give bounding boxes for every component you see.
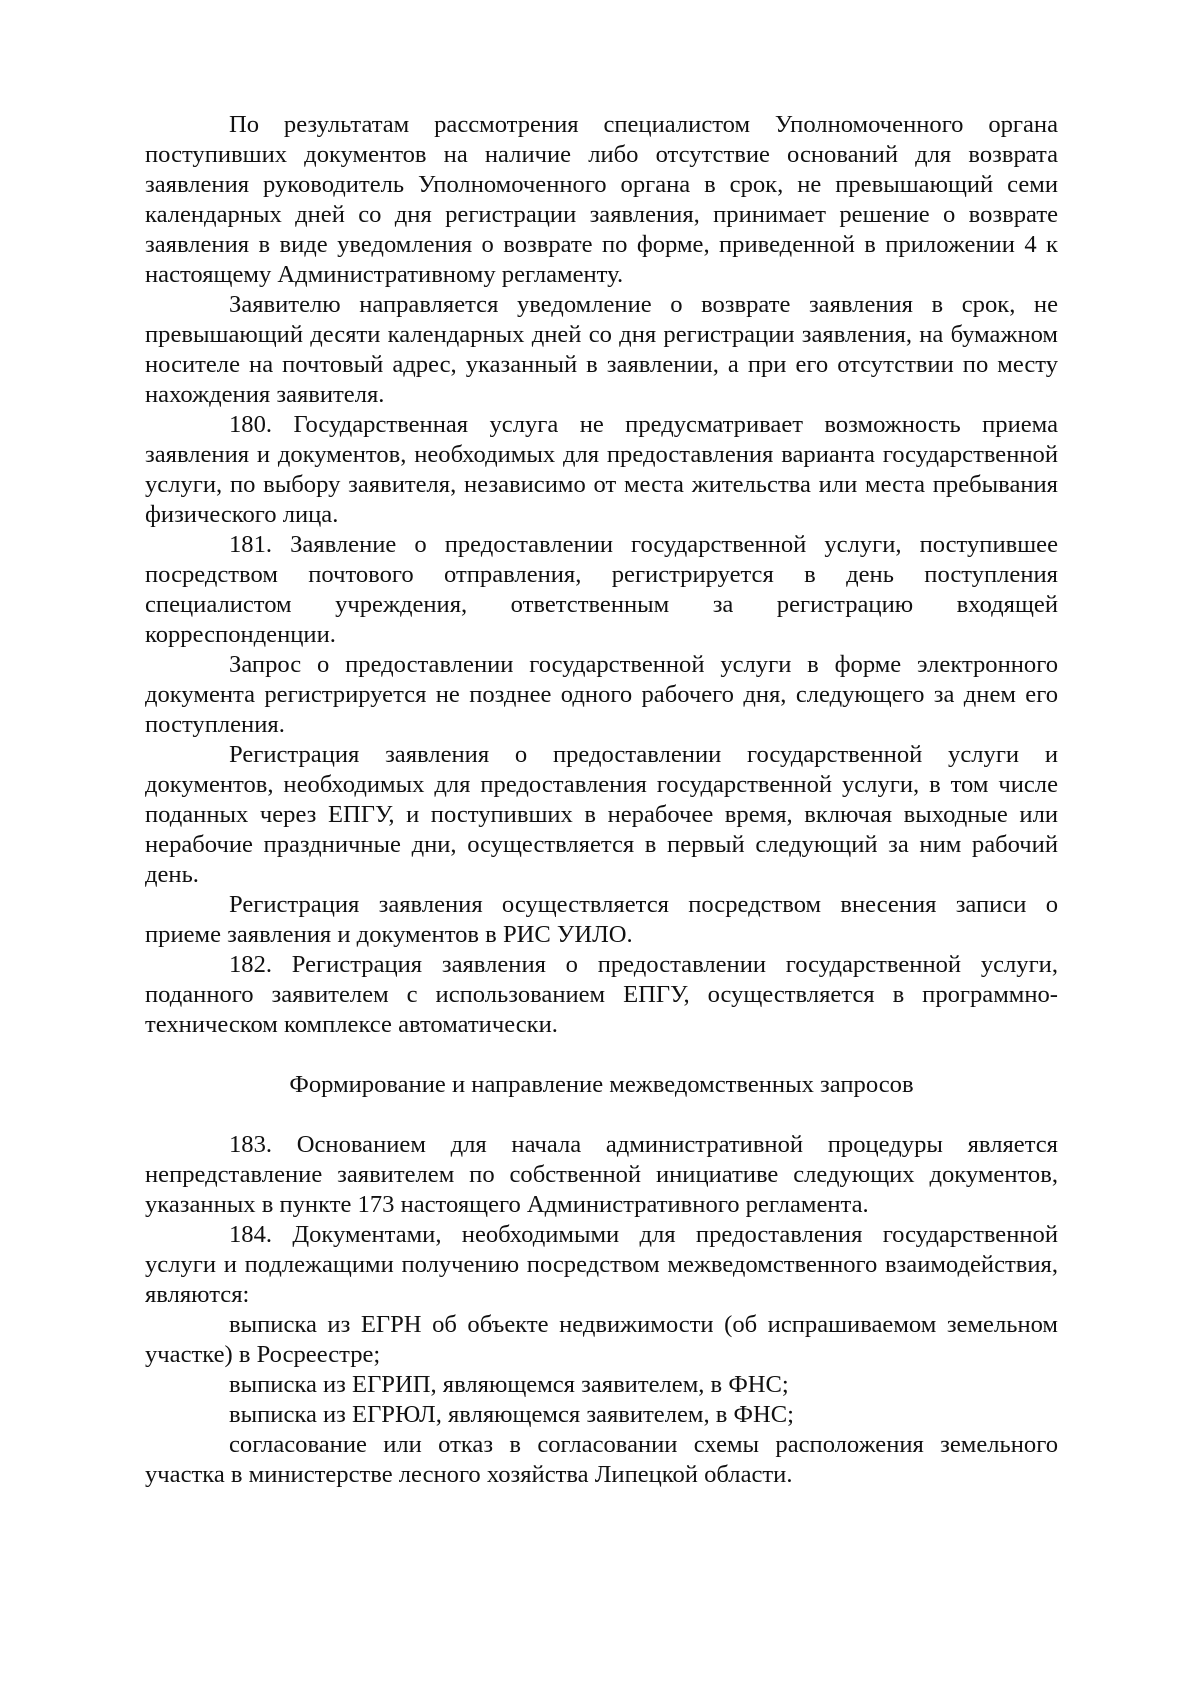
list-item-egrul: выписка из ЕГРЮЛ, являющемся заявителем, в ФНС;	[229, 1401, 794, 1428]
paragraph-181: 181. Заявление о предоставлении государственной услуги, поступившее посредством почтового отправления, регистрируется в день поступления специалистом учреждения, ответственным за регистрацию входящей корреспонденции.	[145, 531, 1058, 648]
paragraph-registration-nonworking: Регистрация заявления о предоставлении государственной услуги и документов, необходимых для предоставления государственной услуги, в том числе поданных через ЕПГУ, и поступивших в нерабочее время, включая выходные или нерабочие праздничные дни, осуществляется в первый следующий за ним рабочий день.	[145, 741, 1058, 888]
paragraph-electronic-request: Запрос о предоставлении государственной услуги в форме электронного документа регистрируется не позднее одного рабочего дня, следующего за днем его поступления.	[145, 651, 1058, 738]
paragraph-return-notice: Заявителю направляется уведомление о возврате заявления в срок, не превышающий десяти календарных дней со дня регистрации заявления, на бумажном носителе на почтовый адрес, указанный в заявлении, а при его отсутствии по месту нахождения заявителя.	[145, 291, 1058, 408]
paragraph-182: 182. Регистрация заявления о предоставлении государственной услуги, поданного заявителем с использованием ЕПГУ, осуществляется в программно-техническом комплексе автоматически.	[145, 951, 1058, 1038]
paragraph-180: 180. Государственная услуга не предусматривает возможность приема заявления и документов, необходимых для предоставления варианта государственной услуги, по выбору заявителя, независимо от места жительства или места пребывания физического лица.	[145, 411, 1058, 528]
paragraph-183: 183. Основанием для начала административной процедуры является непредставление заявителем по собственной инициативе следующих документов, указанных в пункте 173 настоящего Административного регламента.	[145, 1131, 1058, 1218]
paragraph-184: 184. Документами, необходимыми для предоставления государственной услуги и подлежащими получению посредством межведомственного взаимодействия, являются:	[145, 1221, 1058, 1308]
paragraph-return-decision: По результатам рассмотрения специалистом Уполномоченного органа поступивших документов на наличие либо отсутствие оснований для возврата заявления руководитель Уполномоченного органа в срок, не превышающий семи календарных дней со дня регистрации заявления, принимает решение о возврате заявления в виде уведомления о возврате по форме, приведенной в приложении 4 к настоящему Административному регламенту.	[145, 111, 1058, 288]
section-heading: Формирование и направление межведомственных запросов	[289, 1071, 914, 1098]
list-item-forestry-approval: согласование или отказ в согласовании схемы расположения земельного участка в министерстве лесного хозяйства Липецкой области.	[145, 1431, 1058, 1488]
list-item-egrip: выписка из ЕГРИП, являющемся заявителем, в ФНС;	[229, 1371, 789, 1398]
paragraph-registration-record: Регистрация заявления осуществляется посредством внесения записи о приеме заявления и документов в РИС УИЛО.	[145, 891, 1058, 948]
document-page	[145, 110, 1058, 1490]
list-item-egrn: выписка из ЕГРН об объекте недвижимости (об испрашиваемом земельном участке) в Росреестре;	[145, 1311, 1058, 1368]
